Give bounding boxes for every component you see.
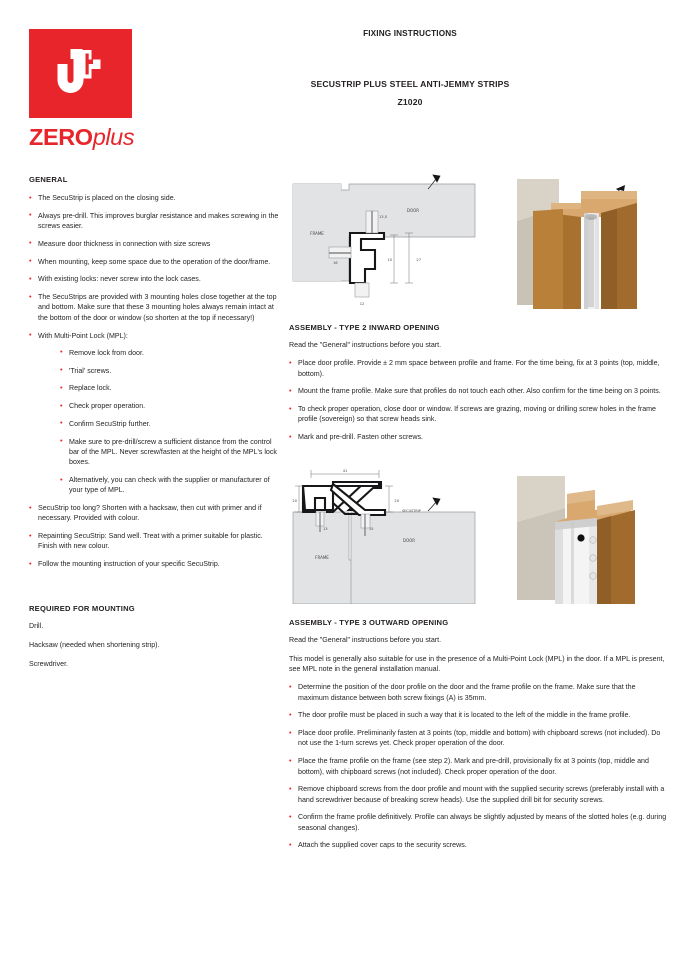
list-item: • Always pre-drill. This improves burglar resistance and makes screwing in the screws easier.: [29, 211, 279, 232]
zeroplus-logo-icon: [29, 29, 132, 118]
list-item: • Confirm the frame profile definitively. Profile can always be slightly adjusted by means of the slotted holes (e.g. during seasonal changes).: [289, 812, 667, 833]
svg-text:DOOR: DOOR: [406, 208, 420, 213]
list-item: • Place door profile. Preliminarily fasten at 3 points (top, middle and bottom) with chipboard screws (not included). Do not use the 1-turn screws yet. Check proper operation of the door.: [289, 728, 667, 749]
figure-row-type3: [289, 460, 667, 604]
wordmark-zero: ZERO: [29, 124, 93, 150]
svg-text:20: 20: [292, 499, 297, 504]
assembly-type2-section: [289, 323, 667, 442]
list-item: • Determine the position of the door profile on the door and the frame profile on the frame. Make sure that the maximum distance between both screw fixings (A) is 35mm.: [289, 682, 667, 703]
list-item: • Repainting SecuStrip: Sand well. Treat with a primer suitable for plastic. Finish with new colour.: [29, 531, 279, 552]
list-item: • Check proper operation.: [60, 401, 279, 411]
required-for-mounting-section: [29, 604, 279, 670]
svg-text:15: 15: [369, 527, 374, 532]
assembly-type3-intro: Read the "General" instructions before you start.: [289, 636, 442, 645]
type2-inward-opening-door-render: [485, 165, 667, 309]
svg-text:16: 16: [333, 261, 338, 265]
mpl-sub-bullet-list: [38, 348, 279, 496]
svg-text:12: 12: [359, 302, 365, 306]
list-item: • Mark and pre-drill. Fasten other screws.: [289, 432, 667, 442]
assembly-type2-intro: Read the "General" instructions before you start.: [289, 341, 442, 349]
list-item: • Attach the supplied cover caps to the security screws.: [289, 840, 667, 850]
list-item: • Measure door thickness in connection with size screws: [29, 239, 279, 249]
list-item: • The SecuStrip is placed on the closing side.: [29, 193, 279, 203]
required-for-mounting-heading: REQUIRED FOR MOUNTING: [29, 603, 135, 613]
svg-text:41: 41: [342, 469, 348, 474]
brand-logo: [29, 29, 135, 150]
list-item: • Place the frame profile on the frame (see step 2). Mark and pre-drill, provisionally fix at 3 points (top, middle and bottom), with chipboard screws (not included). Check proper operation of the door.: [289, 756, 667, 777]
list-item: • Remove chipboard screws from the door profile and mount with the supplied security screws (preferably install with a hand screwdriver because of breaking screw heads). Use the supplied drill bit for security screws.: [289, 784, 667, 805]
type2-inward-opening-cross-section-drawing: [289, 165, 479, 309]
brand-wordmark: [29, 124, 135, 150]
assembly-type3-section: [289, 618, 667, 850]
required-item: Hacksaw (needed when shortening strip).: [29, 640, 160, 649]
list-item: • The SecuStrips are provided with 3 mounting holes close together at the top and bottom. Make sure that these 3 mounting holes always remain intact at the bottom of the door or window (so shorten at the top if necessary!): [29, 292, 279, 323]
list-item: • To check proper operation, close door or window. If screws are grazing, moving or drilling screw holes in the frame profile (sovereign) so that screw heads sink.: [289, 404, 667, 425]
list-item: • Confirm SecuStrip further.: [60, 419, 279, 429]
svg-text:13,5: 13,5: [379, 215, 388, 219]
document-kicker: FIXING INSTRUCTIONS: [363, 29, 457, 38]
svg-text:10: 10: [387, 258, 392, 262]
wordmark-plus: plus: [92, 124, 135, 150]
list-item: • SecuStrip too long? Shorten with a hacksaw, then cut with primer and if necessary. Provided with colour.: [29, 503, 279, 524]
type3-outward-opening-door-render: [485, 460, 667, 604]
svg-text:27: 27: [416, 258, 421, 262]
list-item: • Place door profile. Provide ± 2 mm space between profile and frame. For the time being, fix at 3 points (top, middle, bottom).: [289, 358, 667, 379]
list-item: • Mount the frame profile. Make sure that profiles do not touch each other. Also confirm for the time being on 3 points.: [289, 386, 667, 396]
type3-outward-opening-cross-section-drawing: [289, 460, 479, 604]
list-item: • Alternatively, you can check with the supplier or manufacturer of your type of MPL.: [60, 475, 279, 496]
list-item: • Make sure to pre-drill/screw a sufficient distance from the control bar of the MPL. Never screw/fasten at the height of the MPL's lock boxes.: [60, 437, 279, 468]
figure-row-type2: [289, 165, 667, 309]
list-item: • Replace lock.: [60, 383, 279, 393]
list-item: • When mounting, keep some space due to the operation of the door/frame.: [29, 257, 279, 267]
svg-text:DOOR: DOOR: [402, 538, 416, 544]
list-item-mpl: [29, 331, 279, 496]
assembly-type2-bullet-list: [289, 358, 667, 442]
left-column: [29, 175, 279, 678]
assembly-type3-heading: ASSEMBLY - TYPE 3 OUTWARD OPENING: [289, 618, 449, 628]
list-item: • The door profile must be placed in such a way that it is located to the left of the middle in the frame profile.: [289, 710, 667, 720]
list-item: • Follow the mounting instruction of your specific SecuStrip.: [29, 559, 279, 569]
svg-text:FRAME: FRAME: [310, 231, 324, 236]
general-bullet-list: [29, 193, 279, 570]
product-title: SECUSTRIP PLUS STEEL ANTI-JEMMY STRIPS: [310, 79, 510, 89]
assembly-type3-note: This model is generally also suitable for use in the presence of a Multi-Point Lock (MPL) in the door. If a MPL is present, see MPL note in the general installation manual.: [289, 654, 665, 674]
svg-text:13: 13: [323, 527, 328, 532]
svg-text:SECUSTRIP: SECUSTRIP: [402, 509, 421, 514]
list-item: • Remove lock from door.: [60, 348, 279, 358]
product-code: Z1020: [397, 97, 423, 107]
list-item: • 'Trial' screws.: [60, 366, 279, 376]
general-heading: GENERAL: [29, 175, 68, 184]
list-item: • With existing locks: never screw into the lock cases.: [29, 274, 279, 284]
mpl-label: With Multi-Point Lock (MPL):: [38, 331, 128, 340]
right-column: [289, 165, 667, 858]
required-item: Drill.: [29, 621, 44, 630]
required-item: Screwdriver.: [29, 660, 69, 669]
svg-text:20: 20: [394, 499, 399, 504]
svg-text:FRAME: FRAME: [315, 555, 329, 561]
assembly-type3-bullet-list: [289, 682, 667, 850]
assembly-type2-heading: ASSEMBLY - TYPE 2 INWARD OPENING: [289, 323, 440, 332]
